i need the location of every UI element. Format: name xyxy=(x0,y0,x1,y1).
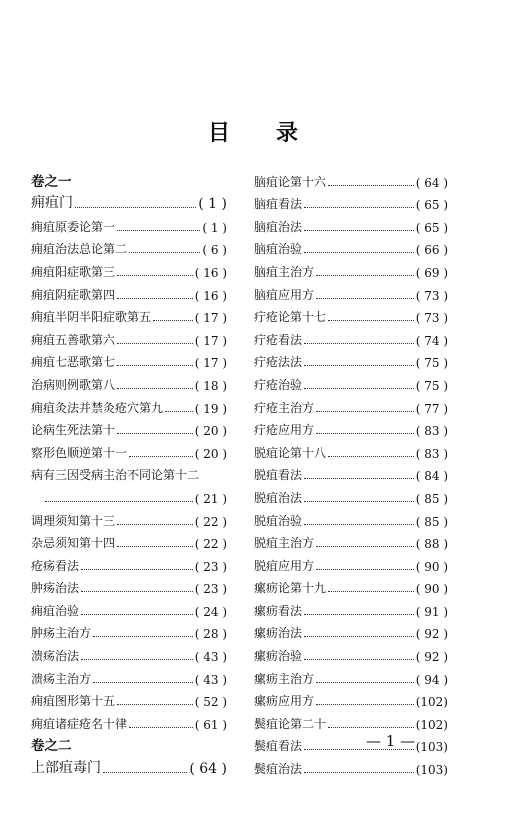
entry-page-number: ( 85 ) xyxy=(415,491,448,506)
entry-page-number: ( 90 ) xyxy=(415,559,448,574)
dot-leader xyxy=(117,274,193,276)
dot-leader xyxy=(93,681,193,683)
entry-page-number: ( 69 ) xyxy=(415,265,448,280)
entry-page-number: ( 17 ) xyxy=(194,356,227,371)
dot-leader xyxy=(75,206,196,208)
entry-title: 治病则例歌第八 xyxy=(31,377,116,392)
dot-leader xyxy=(103,771,187,773)
dot-leader xyxy=(316,410,414,412)
page-number: — 1 — xyxy=(366,732,416,750)
entry-page-number: ( 23 ) xyxy=(194,559,227,574)
entry-title: 疔疮应用方 xyxy=(254,423,315,438)
entry-title: 脑疽治法 xyxy=(254,219,303,234)
entry-title: 溃疡治法 xyxy=(31,649,80,664)
toc-entry xyxy=(31,190,227,213)
entry-page-number: ( 83 ) xyxy=(415,424,448,439)
dot-leader xyxy=(304,387,414,389)
entry-page-number: ( 43 ) xyxy=(194,672,227,687)
toc-entry xyxy=(254,596,448,619)
dot-leader xyxy=(129,726,193,728)
toc-entry xyxy=(254,190,448,213)
entry-page-number: ( 66 ) xyxy=(415,243,448,258)
dot-leader xyxy=(316,274,414,276)
entry-page-number: ( 90 ) xyxy=(415,582,448,597)
entry-title: 疔疮看法 xyxy=(254,332,303,347)
dot-leader xyxy=(328,726,414,728)
entry-page-number: ( 61 ) xyxy=(194,717,227,732)
entry-title: 脱疽主治方 xyxy=(254,536,315,551)
entry-page-number: ( 6 ) xyxy=(202,243,227,258)
entry-title: 痈疽图形第十五 xyxy=(31,694,116,709)
entry-title: 鬓疽治法 xyxy=(254,762,303,777)
toc-entry xyxy=(31,416,227,439)
entry-page-number: ( 85 ) xyxy=(415,514,448,529)
toc-entry xyxy=(31,596,227,619)
dot-leader xyxy=(153,319,193,321)
entry-title: 脱疽治法 xyxy=(254,490,303,505)
entry-page-number: ( 88 ) xyxy=(415,537,448,552)
entry-page-number: ( 1 ) xyxy=(202,220,227,235)
entry-page-number: ( 20 ) xyxy=(194,446,227,461)
entry-title: 脑疽主治方 xyxy=(254,264,315,279)
toc-entry xyxy=(254,709,448,732)
toc-entry xyxy=(254,687,448,710)
entry-page-number: ( 24 ) xyxy=(194,604,227,619)
dot-leader xyxy=(316,297,414,299)
entry-title: 脱疽治验 xyxy=(254,513,303,528)
toc-entry xyxy=(31,438,227,461)
toc-entry xyxy=(254,551,448,574)
entry-page-number: ( 73 ) xyxy=(415,311,448,326)
entry-title: 察形色顺逆第十一 xyxy=(31,445,128,460)
page-title xyxy=(0,116,506,147)
dot-leader xyxy=(316,568,414,570)
dot-leader xyxy=(81,658,193,660)
dot-leader xyxy=(117,432,193,434)
dot-leader xyxy=(316,432,414,434)
section-label: 卷之一 xyxy=(31,173,72,190)
dot-leader xyxy=(316,545,414,547)
entry-title: 痈疽灸法并禁灸疮穴第九 xyxy=(31,400,164,415)
entry-title: 痈疽治验 xyxy=(31,603,80,618)
toc-entry xyxy=(254,257,448,280)
dot-leader xyxy=(304,613,414,615)
entry-page-number: ( 43 ) xyxy=(194,650,227,665)
dot-leader xyxy=(117,342,193,344)
toc-entry xyxy=(254,483,448,506)
toc-entry xyxy=(254,167,448,190)
entry-title: 瘰疬看法 xyxy=(254,603,303,618)
entry-page-number: ( 16 ) xyxy=(194,288,227,303)
toc-entry xyxy=(254,438,448,461)
toc-entry xyxy=(31,348,227,371)
dot-leader xyxy=(304,771,414,773)
toc-entry xyxy=(254,574,448,597)
toc-entry xyxy=(31,664,227,687)
dot-leader xyxy=(129,251,200,253)
toc-entry xyxy=(31,257,227,280)
toc-entry xyxy=(31,551,227,574)
toc-entry xyxy=(31,641,227,664)
toc-entry xyxy=(254,393,448,416)
dot-leader xyxy=(304,251,414,253)
entry-title: 杂忌须知第十四 xyxy=(31,536,116,551)
toc-section-heading xyxy=(31,167,227,190)
dot-leader xyxy=(117,297,193,299)
dot-leader xyxy=(328,455,414,457)
dot-leader xyxy=(304,342,414,344)
entry-page-number: ( 65 ) xyxy=(415,198,448,213)
dot-leader xyxy=(117,364,193,366)
entry-page-number: ( 91 ) xyxy=(415,604,448,619)
entry-page-number: ( 75 ) xyxy=(415,356,448,371)
dot-leader xyxy=(304,523,414,525)
dot-leader xyxy=(304,364,414,366)
entry-page-number: ( 19 ) xyxy=(194,401,227,416)
entry-title: 瘰疬治验 xyxy=(254,649,303,664)
dot-leader xyxy=(117,703,193,705)
toc-entry xyxy=(31,574,227,597)
toc-entry xyxy=(31,529,227,552)
entry-title: 肿疡治法 xyxy=(31,581,80,596)
toc-entry xyxy=(254,212,448,235)
entry-title: 痈疽原委论第一 xyxy=(31,219,116,234)
toc-entry xyxy=(254,461,448,484)
toc-entry xyxy=(254,370,448,393)
toc-entry xyxy=(31,370,227,393)
dot-leader xyxy=(81,590,193,592)
dot-leader xyxy=(81,613,193,615)
toc-entry xyxy=(31,393,227,416)
toc-entry xyxy=(254,664,448,687)
title-char-right: 录 xyxy=(276,120,299,146)
entry-title: 疔疮治验 xyxy=(254,377,303,392)
entry-page-number: ( 16 ) xyxy=(194,265,227,280)
entry-page-number: ( 23 ) xyxy=(194,582,227,597)
toc-entry-continuation xyxy=(31,483,227,506)
entry-page-number: ( 64 ) xyxy=(415,175,448,190)
dot-leader xyxy=(304,635,414,637)
toc-entry xyxy=(254,280,448,303)
dot-leader xyxy=(81,568,193,570)
title-char-left: 目 xyxy=(207,120,230,146)
toc-entry xyxy=(254,754,448,777)
entry-page-number: ( 83 ) xyxy=(415,446,448,461)
entry-title: 痈疽阳症歌第三 xyxy=(31,264,116,279)
section-label: 卷之二 xyxy=(31,738,72,755)
entry-page-number: ( 28 ) xyxy=(194,627,227,642)
dot-leader xyxy=(45,500,193,502)
toc-entry xyxy=(254,235,448,258)
entry-page-number: ( 75 ) xyxy=(415,378,448,393)
dot-leader xyxy=(117,229,200,231)
dot-leader xyxy=(304,477,414,479)
entry-title: 疮疡看法 xyxy=(31,558,80,573)
entry-page-number: ( 84 ) xyxy=(415,469,448,484)
entry-title: 痈疽门 xyxy=(31,195,73,212)
entry-title: 痈疽半阴半阳症歌第五 xyxy=(31,310,152,325)
dot-leader xyxy=(328,590,414,592)
toc-entry xyxy=(31,303,227,326)
dot-leader xyxy=(129,455,193,457)
entry-title: 上部疽毒门 xyxy=(31,760,101,777)
entry-title: 脑疽论第十六 xyxy=(254,174,327,189)
dot-leader xyxy=(304,658,414,660)
dot-leader xyxy=(117,523,193,525)
toc-entry xyxy=(31,754,227,777)
entry-title: 痈疽治法总论第二 xyxy=(31,242,128,257)
entry-page-number: ( 17 ) xyxy=(194,333,227,348)
toc-entry xyxy=(254,506,448,529)
toc-entry xyxy=(31,235,227,258)
entry-title: 疔疮主治方 xyxy=(254,400,315,415)
toc-entry xyxy=(31,709,227,732)
entry-title: 痈疽五善歌第六 xyxy=(31,332,116,347)
entry-title: 脑疽治验 xyxy=(254,242,303,257)
toc-entry xyxy=(31,506,227,529)
entry-title: 肿疡主治方 xyxy=(31,626,92,641)
toc-left-column xyxy=(31,167,227,777)
entry-page-number: ( 92 ) xyxy=(415,650,448,665)
entry-title: 脱疽应用方 xyxy=(254,558,315,573)
toc-entry xyxy=(254,619,448,642)
toc-entry xyxy=(254,529,448,552)
entry-page-number: ( 20 ) xyxy=(194,424,227,439)
toc-entry xyxy=(31,280,227,303)
entry-page-number: (102) xyxy=(415,695,448,710)
dot-leader xyxy=(316,681,414,683)
entry-page-number: (103) xyxy=(415,740,448,755)
entry-title: 瘰疬论第十九 xyxy=(254,581,327,596)
toc-right-column xyxy=(254,167,448,777)
entry-page-number: ( 22 ) xyxy=(194,537,227,552)
toc-section-heading xyxy=(31,732,227,755)
dot-leader xyxy=(304,206,414,208)
dot-leader xyxy=(316,703,414,705)
entry-title: 脑疽看法 xyxy=(254,197,303,212)
entry-page-number: ( 92 ) xyxy=(415,627,448,642)
entry-title: 论病生死法第十 xyxy=(31,423,116,438)
toc-entry xyxy=(31,619,227,642)
entry-title: 痈疽诸症疮名十律 xyxy=(31,716,128,731)
entry-page-number: ( 64 ) xyxy=(189,761,227,778)
entry-title: 疔疮法法 xyxy=(254,355,303,370)
entry-title: 脱疽论第十八 xyxy=(254,445,327,460)
entry-page-number: ( 1 ) xyxy=(198,196,227,213)
entry-page-number: ( 73 ) xyxy=(415,288,448,303)
entry-title: 溃疡主治方 xyxy=(31,671,92,686)
dot-leader xyxy=(93,635,193,637)
entry-title: 疔疮论第十七 xyxy=(254,310,327,325)
entry-page-number: ( 65 ) xyxy=(415,220,448,235)
dot-leader xyxy=(117,545,193,547)
entry-page-number: ( 74 ) xyxy=(415,333,448,348)
entry-title: 痈疽阴症歌第四 xyxy=(31,287,116,302)
entry-title: 瘰疬主治方 xyxy=(254,671,315,686)
toc-entry xyxy=(254,732,448,755)
dot-leader xyxy=(165,410,193,412)
entry-title: 脑疽应用方 xyxy=(254,287,315,302)
dot-leader xyxy=(328,184,414,186)
entry-title: 痈疽七恶歌第七 xyxy=(31,355,116,370)
entry-page-number: ( 52 ) xyxy=(194,695,227,710)
dot-leader xyxy=(304,229,414,231)
toc-entry xyxy=(254,416,448,439)
toc-entry xyxy=(254,348,448,371)
entry-title: 瘰疬治法 xyxy=(254,626,303,641)
entry-page-number: ( 22 ) xyxy=(194,514,227,529)
entry-title: 鬓疽论第二十 xyxy=(254,716,327,731)
toc-entry-title-line xyxy=(31,461,227,484)
entry-page-number: ( 77 ) xyxy=(415,401,448,416)
toc-entry xyxy=(254,303,448,326)
toc-entry xyxy=(31,687,227,710)
toc-entry xyxy=(254,641,448,664)
toc-entry xyxy=(31,212,227,235)
entry-page-number: ( 21 ) xyxy=(194,491,227,506)
dot-leader xyxy=(117,387,193,389)
entry-page-number: (102) xyxy=(415,717,448,732)
dot-leader xyxy=(304,500,414,502)
entry-page-number: ( 94 ) xyxy=(415,672,448,687)
entry-page-number: ( 18 ) xyxy=(194,378,227,393)
entry-title: 鬓疽看法 xyxy=(254,739,303,754)
entry-title: 调理须知第十三 xyxy=(31,513,116,528)
toc-entry xyxy=(31,325,227,348)
entry-page-number: (103) xyxy=(415,763,448,778)
dot-leader xyxy=(328,319,414,321)
entry-title: 脱疽看法 xyxy=(254,468,303,483)
entry-title: 病有三因受病主治不同论第十二 xyxy=(31,468,200,483)
entry-title: 瘰疬应用方 xyxy=(254,694,315,709)
entry-page-number: ( 17 ) xyxy=(194,311,227,326)
toc-entry xyxy=(254,325,448,348)
